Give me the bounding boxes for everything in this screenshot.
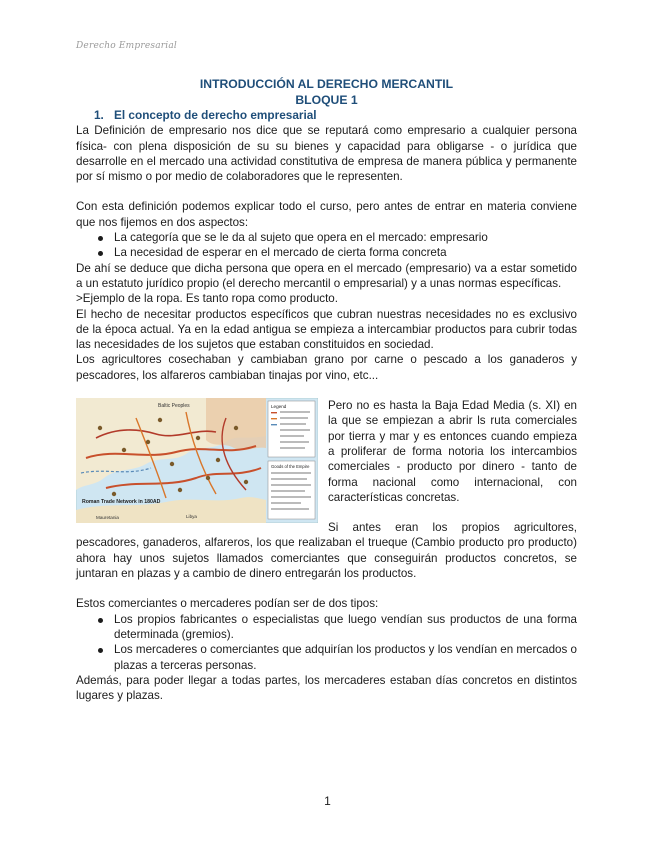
running-header: Derecho Empresarial — [76, 41, 177, 51]
paragraph-example: >Ejemplo de la ropa. Es tanto ropa como producto. — [76, 292, 338, 306]
list-item: La categoría que se le da al sujeto que opera en el mercado: empresario — [76, 230, 577, 245]
section-label: El concepto de derecho empresarial — [114, 108, 317, 122]
document-title: INTRODUCCIÓN AL DERECHO MERCANTIL — [199, 77, 454, 91]
merchant-types-list — [76, 612, 577, 673]
map-label-mauretania: Mauretania — [96, 515, 119, 521]
section-number: 1. — [94, 108, 104, 122]
section-heading — [94, 108, 577, 123]
paragraph-middle-ages: Pero no es hasta la Baja Edad Media (s. XI) en la que se empiezan a abrir ls ruta comerciales por tierra y mar y es entonces cuando empieza a proliferar de forma notoria los intercambios comerciales - producto por dinero - tanto de forma nacional como internacional, con características concretas. — [328, 399, 577, 504]
paragraph-barter: Los agricultores cosechaban y cambiaban grano por carne o pescado a los ganaderos y pescadores, los alfareros cambiaban tinajas por vino, etc... — [76, 353, 577, 382]
list-item: La necesidad de esperar en el mercado de cierta forma concreta — [76, 245, 577, 260]
page-number: 1 — [324, 794, 331, 808]
map-label-network: Roman Trade Network in 180AD — [82, 499, 161, 506]
aspects-list — [76, 230, 577, 261]
map-goods-title: Goods of the Empire — [271, 464, 310, 470]
trade-routes-map — [76, 398, 318, 523]
paragraph-two-aspects: Con esta definición podemos explicar todo el curso, pero antes de entrar en materia conviene que nos fijemos en dos aspectos: — [76, 200, 577, 229]
paragraph-markets: Además, para poder llegar a todas partes, los mercaderes estaban días concretos en distintos lugares y plazas. — [76, 673, 577, 703]
page-content — [76, 76, 577, 703]
map-label-libya: Libya — [186, 514, 197, 520]
list-item: Los propios fabricantes o especialistas que luego vendían sus productos de una forma determinada (gremios). — [76, 612, 577, 643]
paragraph-needs: El hecho de necesitar productos específicos que cubran nuestras necesidades no es exclusivo de la época actual. Ya en la edad antigua se empieza a intercambiar productos para cubrir todas las necesidades de los sujetos que estaban constituidos en sociedad. — [76, 307, 577, 352]
paragraph-definition: La Definición de empresario nos dice que se reputará como empresario a cualquier persona física- con plena disposición de su su bienes y capacidad para obligarse - o jurídica que desarrolle en el mercado una actividad constitutiva de empresa de manera pública y permanente por sí mismo o por medio de colaboradores que le representen. — [76, 124, 577, 184]
paragraph-statute: De ahí se deduce que dicha persona que opera en el mercado (empresario) va a estar sometido a un estatuto jurídico propio (el derecho mercantil o empresarial) y a unas normas específicas. — [76, 261, 577, 290]
list-item: Los mercaderes o comerciantes que adquirían los productos y los vendían en mercados o plazas a terceras personas. — [76, 642, 577, 673]
paragraph-merchants: Si antes eran los propios agricultores, pescadores, ganaderos, alfareros, los que realizaban el trueque (Cambio producto pro producto) ahora hay unos sujetos llamados comerciantes que conseguirán productos concretos, se juntaran en plazas y a cambio de dinero entregarán los productos. — [76, 521, 577, 581]
document-subtitle: BLOQUE 1 — [295, 93, 358, 107]
paragraph-two-types: Estos comerciantes o mercaderes podían ser de dos tipos: — [76, 597, 379, 611]
map-label-baltic: Baltic Peoples — [158, 403, 190, 410]
map-legend-title: Legend — [271, 404, 287, 410]
